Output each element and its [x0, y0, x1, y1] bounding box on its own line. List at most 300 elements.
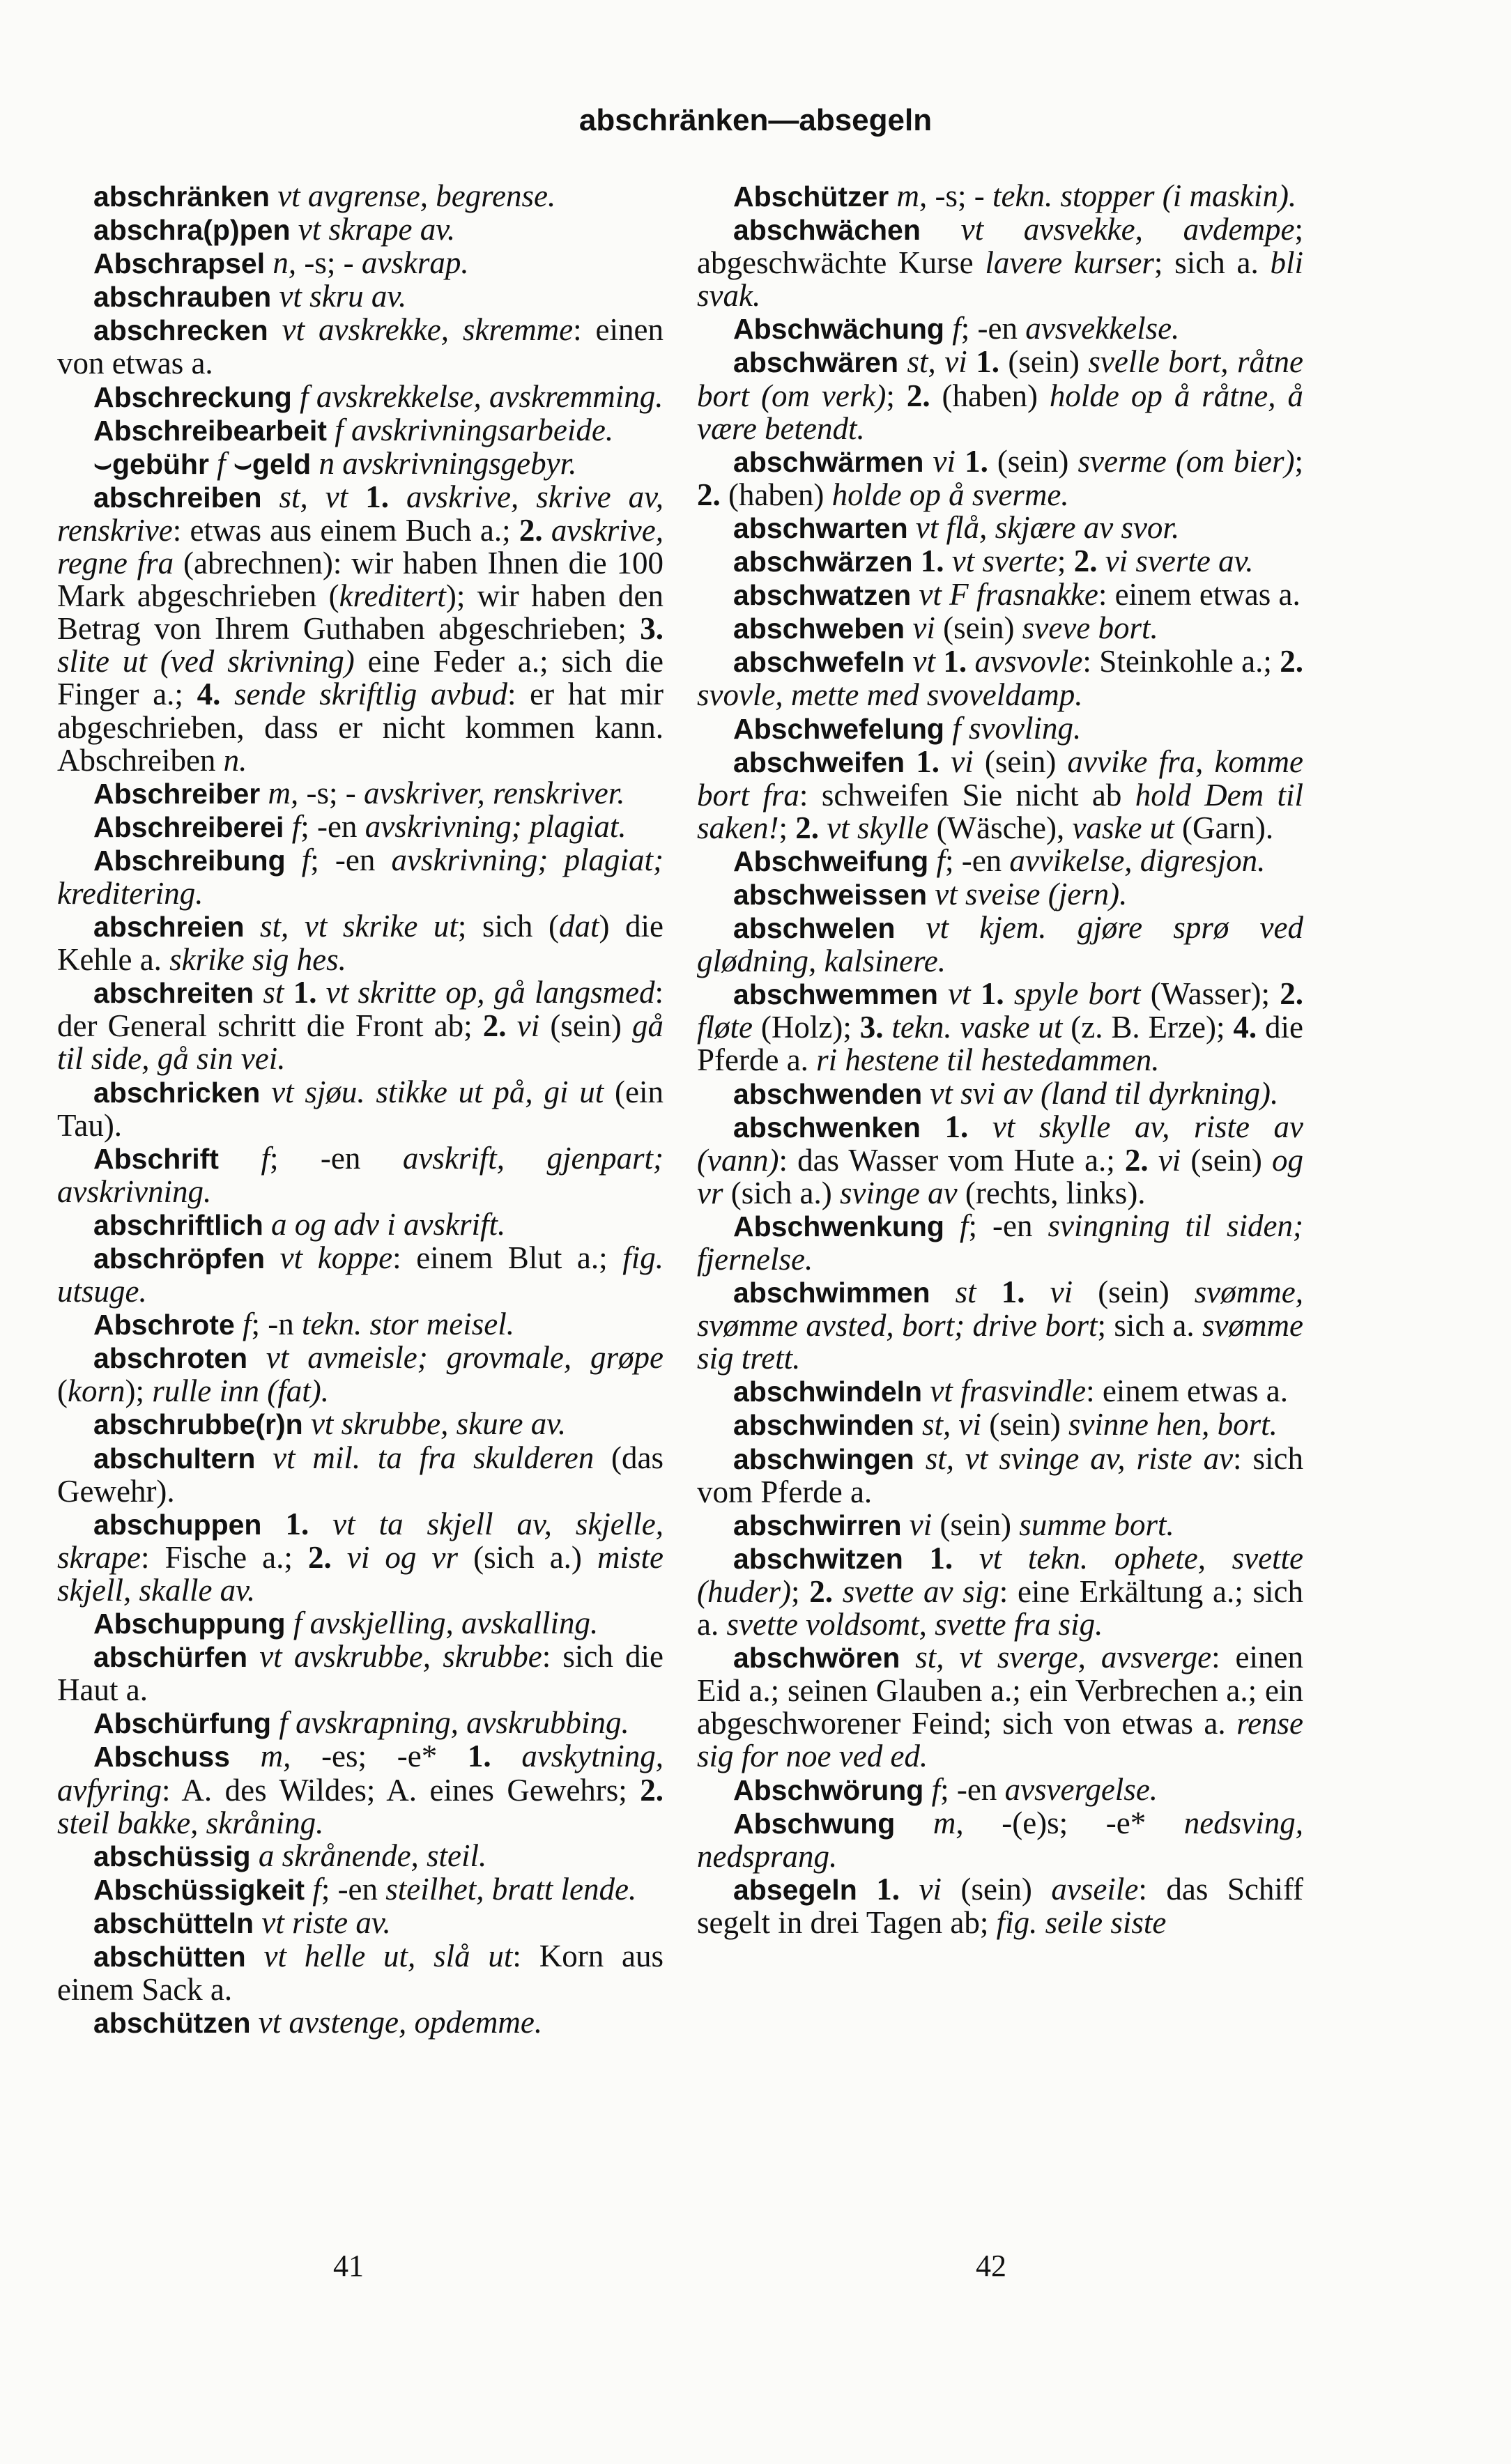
plain-text: (sein): [988, 443, 1078, 479]
italic-text: summe bort.: [1019, 1507, 1174, 1542]
headword: abschra(p)pen: [93, 214, 291, 247]
plain-text: ;: [1294, 443, 1304, 479]
italic-text: svovle, mette med svoveldamp.: [697, 677, 1083, 713]
plain-text: ; sich (: [457, 909, 559, 944]
plain-text: ; -en: [944, 842, 1010, 878]
dictionary-entry: [57, 380, 664, 414]
plain-text: : Fische a.;: [140, 1539, 308, 1575]
italic-text: vt avmeisle; grovmale, grøpe: [266, 1340, 664, 1376]
plain-text: ;: [790, 1573, 810, 1609]
sense-number: 1.: [929, 1540, 953, 1576]
plain-text: [1097, 544, 1105, 578]
plain-text: : einem Blut a.;: [392, 1240, 623, 1275]
sense-number: 2.: [1124, 1142, 1149, 1178]
headword: Abschreckung: [93, 380, 292, 413]
dictionary-entry: [57, 414, 664, 447]
headword: Abschuppung: [93, 1608, 286, 1640]
plain-text: [902, 1507, 910, 1542]
plain-text: [898, 344, 907, 379]
dictionary-entry: [697, 545, 1303, 578]
headword: abschwelen: [733, 912, 896, 945]
plain-text: [245, 909, 261, 944]
italic-text: st, vi: [921, 1407, 981, 1442]
plain-text: [246, 1939, 264, 1973]
plain-text: [921, 1109, 945, 1144]
italic-text: n avskrivningsgebyr.: [319, 445, 577, 481]
plain-text: [913, 544, 921, 578]
headword: abschwirren: [733, 1509, 902, 1541]
plain-text: (sich a.): [458, 1539, 598, 1575]
plain-text: [1025, 1275, 1050, 1309]
plain-text: [914, 1441, 926, 1476]
italic-text: f: [301, 842, 311, 877]
sense-number: 2.: [308, 1539, 332, 1575]
plain-text: : Steinkohle a.;: [1082, 644, 1280, 679]
italic-text: tekn. stopper (i maskin).: [992, 178, 1297, 213]
plain-text: [895, 910, 926, 945]
plain-text: ; -en: [321, 1871, 386, 1907]
headword: abschwinden: [733, 1409, 914, 1442]
sense-number: 2.: [795, 810, 819, 845]
italic-text: svingning til siden; fjernelse.: [697, 1208, 1303, 1277]
italic-text: ri hestene til hestedammen.: [816, 1042, 1160, 1078]
plain-text: [935, 644, 943, 679]
italic-text: vi: [1158, 1142, 1181, 1178]
plain-text: ); wir haben den Betrag von Ihrem Guthaben abgeschrieben;: [57, 578, 664, 647]
italic-text: sveve bort.: [1022, 610, 1158, 646]
plain-text: [927, 877, 935, 911]
headword: abschütten: [93, 1940, 246, 1973]
plain-text: (sein): [999, 344, 1089, 380]
plain-text: [286, 1606, 293, 1640]
dictionary-entry: [697, 712, 1303, 746]
sense-number: 2.: [906, 378, 930, 413]
italic-text: fløte: [697, 1010, 753, 1045]
sense-number: 1.: [965, 443, 988, 479]
italic-text: n,: [273, 245, 297, 281]
plain-text: [260, 1075, 271, 1109]
dictionary-entry: [697, 1773, 1303, 1807]
italic-text: tekn. stor meisel.: [302, 1307, 514, 1342]
headword: abschwärmen: [733, 445, 924, 478]
italic-text: sverme (om bier): [1077, 443, 1295, 479]
italic-text: fig. seile siste: [996, 1904, 1167, 1940]
dictionary-entry: [697, 878, 1303, 911]
italic-text: avskrift, gjenpart; avskrivning.: [57, 1140, 664, 1209]
headword: abschreiten: [93, 977, 254, 1010]
italic-text: miste skjell, skalle av.: [57, 1539, 664, 1608]
plain-text: [327, 413, 335, 447]
headword: abschrubbe(r)n: [93, 1408, 303, 1441]
dictionary-entry: [57, 1242, 664, 1308]
plain-text: );: [125, 1373, 153, 1409]
italic-text: steil bakke, skråning.: [57, 1805, 324, 1840]
dictionary-entry: [57, 447, 664, 481]
dictionary-entry: [697, 842, 1303, 878]
italic-text: avsvergelse.: [1004, 1771, 1158, 1807]
sense-number: 2.: [1280, 976, 1304, 1012]
headword: abschwefeln: [733, 646, 905, 679]
italic-text: vt sjøu. stikke ut på, gi ut: [271, 1074, 604, 1109]
dictionary-entry: [57, 247, 664, 280]
plain-text: (sein): [941, 1871, 1052, 1907]
dictionary-entry: [57, 1341, 664, 1408]
headword: Abschrote: [93, 1309, 235, 1341]
italic-text: vi: [933, 443, 956, 479]
plain-text: ; -en: [968, 1208, 1048, 1243]
italic-text: svette voldsomt, svette fra sig.: [726, 1607, 1103, 1642]
italic-text: vaske ut: [1072, 810, 1174, 845]
plain-text: [263, 1207, 271, 1242]
dictionary-entry: [697, 1375, 1303, 1408]
italic-text: avskytning, avfyring: [57, 1739, 664, 1808]
italic-text: svette av sig: [842, 1573, 999, 1609]
italic-text: vi: [912, 610, 935, 646]
italic-text: svømme, svømme avsted, bort; drive bort: [697, 1275, 1304, 1343]
plain-text: [311, 446, 319, 481]
headword: abschwenken: [733, 1111, 921, 1144]
plain-text: (sein): [981, 1407, 1068, 1442]
dictionary-entry: [57, 1308, 664, 1341]
italic-text: holde op å råtne, å være betendt.: [697, 378, 1303, 446]
italic-text: f avskrekkelse, avskremming.: [300, 378, 664, 414]
headword: abschwächen: [733, 214, 921, 247]
dictionary-entry: [57, 1208, 664, 1242]
headword: ⌣geld: [233, 447, 312, 480]
dictionary-entry: [697, 911, 1303, 978]
italic-text: vt svi av (land til dyrkning).: [930, 1075, 1279, 1111]
dictionary-entry: [57, 910, 664, 976]
italic-text: nedsving, nedsprang.: [697, 1805, 1303, 1874]
plain-text: (z. B. Erze);: [1062, 1010, 1234, 1045]
dictionary-entry: [57, 1840, 664, 1873]
plain-text: [220, 677, 234, 711]
italic-text: f svovling.: [952, 710, 1082, 746]
headword: abschroten: [93, 1342, 247, 1375]
italic-text: vt skrubbe, skure av.: [310, 1406, 567, 1442]
plain-text: [271, 1705, 279, 1740]
plain-text: die Pferde a.: [697, 1010, 1303, 1078]
headword: abschürfen: [93, 1641, 247, 1674]
plain-text: [900, 1640, 915, 1674]
italic-text: steilhet, bratt lende.: [385, 1871, 637, 1907]
plain-text: [491, 1739, 522, 1773]
sense-number: 4.: [197, 677, 221, 712]
dictionary-entry: [57, 481, 664, 777]
headword: abschröpfen: [93, 1242, 266, 1275]
italic-text: vt F frasnakke: [919, 577, 1098, 613]
plain-text: (Garn).: [1174, 810, 1274, 845]
plain-text: [900, 1872, 919, 1907]
headword: Abschrift: [93, 1142, 219, 1175]
italic-text: vi: [919, 1871, 942, 1907]
dictionary-entry: [57, 1707, 664, 1740]
headword: abschweben: [733, 613, 905, 645]
plain-text: [905, 744, 916, 779]
plain-text: ; abgeschwächte Kurse: [697, 212, 1303, 281]
italic-text: vt tekn. ophete, svette (huder): [697, 1540, 1304, 1609]
plain-text: : einen von etwas a.: [57, 312, 664, 381]
headword: abschuppen: [93, 1508, 262, 1541]
dictionary-entry: [57, 1904, 664, 1940]
plain-text: (abrechnen): wir haben Ihnen die 100 Mark abgeschrieben (: [57, 546, 664, 614]
sense-number: 2.: [809, 1573, 833, 1609]
plain-text: [914, 1407, 922, 1442]
italic-text: f avskrapning, avskrubbing.: [279, 1705, 629, 1741]
plain-text: [819, 810, 827, 845]
italic-text: holde op å sverme.: [831, 477, 1069, 512]
headword: abschränken: [93, 180, 270, 213]
plain-text: (sein): [539, 1008, 632, 1044]
sense-number: 1.: [876, 1871, 900, 1907]
right-column: [697, 180, 1303, 1939]
headword: Abschwung: [733, 1807, 896, 1840]
italic-text: kreditert: [339, 578, 446, 614]
plain-text: [944, 711, 952, 746]
dictionary-entry: [697, 645, 1303, 711]
italic-text: vt koppe: [279, 1240, 393, 1275]
plain-text: (sein): [935, 610, 1022, 646]
sense-number: 1.: [980, 976, 1004, 1012]
italic-text: a og adv i avskrift.: [271, 1206, 506, 1242]
italic-text: vt skylle: [827, 810, 929, 845]
plain-text: [857, 1872, 877, 1907]
dictionary-entry: [697, 1509, 1303, 1542]
plain-text: ; -en: [310, 842, 392, 877]
plain-text: [251, 2005, 259, 2040]
headword: abschweifen: [733, 746, 905, 778]
plain-text: [944, 1208, 960, 1243]
dictionary-entry: [697, 1077, 1303, 1111]
left-column: [57, 180, 664, 2040]
plain-text: [286, 842, 302, 877]
dictionary-entry: [57, 777, 664, 810]
italic-text: f: [952, 311, 961, 346]
plain-text: [930, 1275, 956, 1309]
plain-text: [1004, 976, 1014, 1011]
page-number-left: 41: [333, 2249, 364, 2283]
italic-text: st: [263, 975, 284, 1010]
italic-text: dat: [558, 909, 599, 944]
headword: abschriftlich: [93, 1208, 263, 1241]
dictionary-entry: [697, 1111, 1303, 1210]
plain-text: ; sich a.: [1153, 245, 1271, 281]
plain-text: [922, 1076, 930, 1111]
italic-text: vt: [948, 976, 971, 1012]
headword: abschützen: [93, 2007, 251, 2040]
italic-text: svinne hen, bort.: [1068, 1407, 1278, 1442]
italic-text: korn: [68, 1373, 125, 1409]
italic-text: m,: [933, 1805, 964, 1840]
italic-text: vt avskrekke, skremme: [282, 312, 574, 348]
italic-text: rense sig for noe ved ed.: [697, 1706, 1303, 1774]
sense-number: 3.: [640, 611, 664, 647]
dictionary-entry: [57, 1408, 664, 1441]
plain-text: ;: [778, 810, 796, 845]
headword: abschultern: [93, 1442, 256, 1474]
headword: Abschwefelung: [733, 712, 944, 745]
plain-text: [956, 444, 965, 479]
plain-text: [332, 1540, 347, 1575]
headword: Abschreibearbeit: [93, 414, 327, 447]
headword: abschweissen: [733, 878, 928, 911]
italic-text: f avskrivningsarbeide.: [335, 412, 614, 447]
headword: Abschwächung: [733, 313, 944, 346]
plain-text: [938, 976, 948, 1011]
plain-text: [905, 610, 912, 645]
italic-text: avskrive, regne fra: [57, 512, 664, 581]
italic-text: vt frasvindle: [930, 1373, 1087, 1409]
italic-text: vi sverte av.: [1105, 544, 1254, 579]
plain-text: [260, 776, 268, 810]
dictionary-entry: [697, 180, 1303, 213]
dictionary-entry: [697, 213, 1303, 312]
plain-text: eine Feder a.; sich die Finger a.;: [57, 644, 664, 712]
headword: Abschwörung: [733, 1773, 924, 1806]
page-header: abschränken—absegeln: [578, 103, 933, 137]
italic-text: avsvovle: [974, 644, 1083, 679]
plain-text: [261, 1507, 285, 1541]
plain-text: [291, 212, 298, 247]
headword: abschreiben: [93, 481, 262, 514]
plain-text: [230, 1739, 261, 1773]
italic-text: rulle inn (fat).: [152, 1373, 329, 1409]
plain-text: [968, 1109, 992, 1144]
italic-text: vt avstenge, opdemme.: [258, 2005, 543, 2040]
plain-text: [884, 1010, 892, 1045]
plain-text: ; -en: [960, 311, 1026, 346]
italic-text: st, vt skrike ut: [260, 909, 458, 944]
italic-text: avvike fra, komme bort fra: [697, 744, 1303, 813]
italic-text: bli svak.: [697, 245, 1303, 314]
plain-text: [254, 1905, 261, 1940]
italic-text: m,: [260, 1739, 291, 1774]
plain-text: [953, 1541, 979, 1576]
sense-number: 1.: [365, 479, 390, 514]
dictionary-entry: [57, 314, 664, 380]
dictionary-entry: [57, 844, 664, 910]
plain-text: [895, 1805, 933, 1840]
italic-text: svømme sig trett.: [697, 1308, 1303, 1376]
plain-text: [268, 312, 282, 347]
plain-text: [889, 178, 896, 213]
plain-text: (Wäsche),: [928, 810, 1073, 845]
sense-number: 2.: [1073, 544, 1098, 579]
page-number-right: 42: [976, 2249, 1006, 2283]
italic-text: avvikelse, digresjon.: [1009, 842, 1266, 878]
sense-number: 2.: [697, 477, 721, 512]
dictionary-entry: [697, 1807, 1303, 1873]
dictionary-entry: [57, 1740, 664, 1839]
dictionary-entry: [57, 280, 664, 314]
dictionary-entry: [57, 1076, 664, 1142]
headword: abschwärzen: [733, 546, 913, 578]
plain-text: [389, 479, 406, 514]
italic-text: vt ta skjell av, skjelle, skrape: [57, 1506, 664, 1575]
plain-text: [235, 1307, 243, 1341]
headword: Abschürfung: [93, 1707, 272, 1740]
sense-number: 2.: [482, 1008, 507, 1044]
plain-text: -es; -e*: [291, 1739, 468, 1774]
italic-text: avskrive, skrive av, renskrive: [57, 479, 664, 548]
plain-text: [923, 1772, 931, 1807]
italic-text: m,: [268, 775, 299, 810]
sense-number: 2.: [1280, 644, 1304, 679]
dictionary-entry: [57, 213, 664, 247]
italic-text: vt kjem. gjøre sprø ved glødning, kalsinere.: [697, 910, 1303, 979]
plain-text: [1149, 1143, 1158, 1178]
italic-text: f: [312, 1871, 321, 1907]
dictionary-entry: [697, 612, 1303, 645]
plain-text: : schweifen Sie nicht ab: [799, 777, 1135, 813]
dictionary-entry: [697, 1542, 1303, 1641]
headword: ⌣gebühr: [93, 447, 209, 480]
italic-text: skrike sig hes.: [169, 942, 346, 978]
plain-text: (sein): [973, 744, 1068, 779]
plain-text: : einem etwas a.: [1098, 577, 1301, 613]
plain-text: (: [57, 1373, 68, 1409]
plain-text: [254, 975, 263, 1010]
italic-text: vi: [951, 744, 974, 779]
plain-text: : A. des Wildes; A. eines Gewehrs;: [161, 1772, 641, 1808]
dictionary-entry: [57, 810, 664, 844]
headword: abschreien: [93, 911, 245, 944]
dictionary-entry: [697, 978, 1303, 1077]
italic-text: vt sveise (jern).: [935, 876, 1128, 911]
headword: Abschwenkung: [733, 1210, 944, 1242]
italic-text: f: [243, 1307, 252, 1342]
dictionary-entry: [57, 1940, 664, 2006]
italic-text: f: [291, 808, 301, 844]
plain-text: [928, 843, 936, 878]
italic-text: st, vt sverge, avsverge: [915, 1640, 1212, 1675]
plain-text: -s; -: [927, 178, 993, 213]
plain-text: : eine Erkältung a.; sich a.: [697, 1573, 1303, 1642]
headword: abschwemmen: [733, 978, 938, 1011]
dictionary-entry: [57, 180, 664, 213]
plain-text: [921, 212, 961, 247]
headword: abschwenden: [733, 1077, 923, 1110]
plain-text: [247, 1340, 266, 1375]
headword: Abschreibung: [93, 844, 286, 877]
plain-text: (rechts, links).: [957, 1175, 1146, 1210]
dictionary-entry: [697, 578, 1303, 612]
italic-text: slite ut (ved skrivning): [57, 644, 355, 679]
plain-text: [543, 513, 551, 548]
plain-text: (das Gewehr).: [57, 1440, 664, 1509]
plain-text: [944, 544, 952, 578]
dictionary-entry: [697, 1873, 1303, 1939]
plain-text: [251, 1838, 259, 1873]
plain-text: [284, 975, 293, 1010]
dictionary-entry: [57, 1640, 664, 1707]
italic-text: st: [955, 1275, 976, 1310]
plain-text: [262, 479, 279, 514]
plain-text: [247, 1639, 259, 1674]
plain-text: (sein): [1073, 1275, 1195, 1310]
italic-text: avseile: [1051, 1871, 1139, 1907]
headword: Abschweifung: [733, 845, 929, 877]
plain-text: : der General schritt die Front ab;: [57, 975, 664, 1044]
plain-text: [270, 178, 277, 213]
plain-text: (Wasser);: [1140, 976, 1280, 1012]
plain-text: [271, 279, 279, 314]
dictionary-entry: [57, 1508, 664, 1607]
italic-text: a skrånende, steil.: [258, 1838, 487, 1873]
plain-text: ;: [1057, 544, 1074, 579]
headword: abschütteln: [93, 1907, 254, 1939]
italic-text: vt skylle av, riste av (vann): [697, 1109, 1304, 1178]
